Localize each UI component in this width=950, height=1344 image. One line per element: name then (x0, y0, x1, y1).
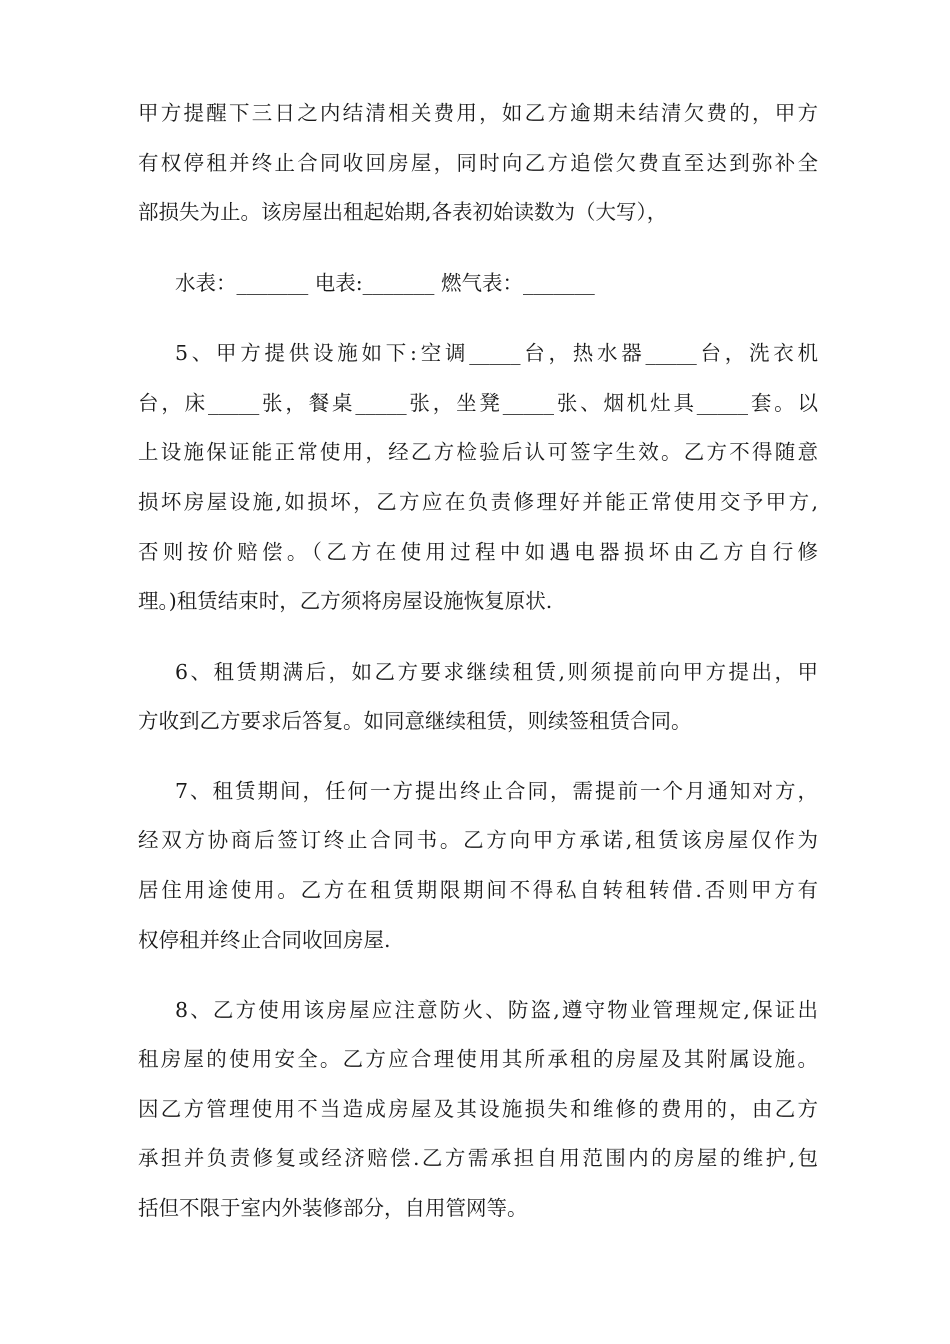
text-line: 上设施保证能正常使用，经乙方检验后认可签字生效。乙方不得随意 (138, 440, 818, 464)
text-line: 6、租赁期满后，如乙方要求继续租赁,则须提前向甲方提出，甲 (175, 660, 818, 684)
text-line: 损坏房屋设施,如损坏，乙方应在负责修理好并能正常使用交予甲方, (138, 490, 818, 514)
text-line: 因乙方管理使用不当造成房屋及其设施损失和维修的费用的，由乙方 (138, 1097, 818, 1121)
text-line: 7、租赁期间，任何一方提出终止合同，需提前一个月通知对方， (175, 779, 818, 803)
text-line: 方收到乙方要求后答复。如同意继续租赁，则续签租赁合同。 (138, 709, 692, 733)
text-line: 承担并负责修复或经济赔偿.乙方需承担自用范围内的房屋的维护,包 (138, 1146, 818, 1170)
text-line: 5、甲方提供设施如下:空调_____台，热水器_____台，洗衣机 (175, 341, 818, 365)
text-line: 括但不限于室内外装修部分，自用管网等。 (138, 1196, 528, 1220)
text-line: 部损失为止。该房屋出租起始期,各表初始读数为（大写）， (138, 200, 668, 224)
text-line: 台，床_____张，餐桌_____张，坐凳_____张、烟机灶具_____套。以 (138, 391, 818, 415)
text-line: 经双方协商后签订终止合同书。乙方向甲方承诺,租赁该房屋仅作为 (138, 828, 818, 852)
text-line: 有权停租并终止合同收回房屋，同时向乙方追偿欠费直至达到弥补全 (138, 151, 818, 175)
text-line: 甲方提醒下三日之内结清相关费用，如乙方逾期未结清欠费的，甲方 (138, 101, 818, 125)
text-line: 租房屋的使用安全。乙方应合理使用其所承租的房屋及其附属设施。 (138, 1047, 818, 1071)
text-line: 居住用途使用。乙方在租赁期限期间不得私自转租转借.否则甲方有 (138, 878, 818, 902)
text-line: 8、乙方使用该房屋应注意防火、防盗,遵守物业管理规定,保证出 (175, 998, 818, 1022)
meter-readings-line: 水表：_______ 电表:_______ 燃气表：_______ (175, 271, 595, 295)
text-line: 否则按价赔偿。（乙方在使用过程中如遇电器损坏由乙方自行修 (138, 540, 818, 564)
text-line: 理。)租赁结束时，乙方须将房屋设施恢复原状. (138, 589, 553, 613)
text-line: 权停租并终止合同收回房屋. (138, 928, 391, 952)
